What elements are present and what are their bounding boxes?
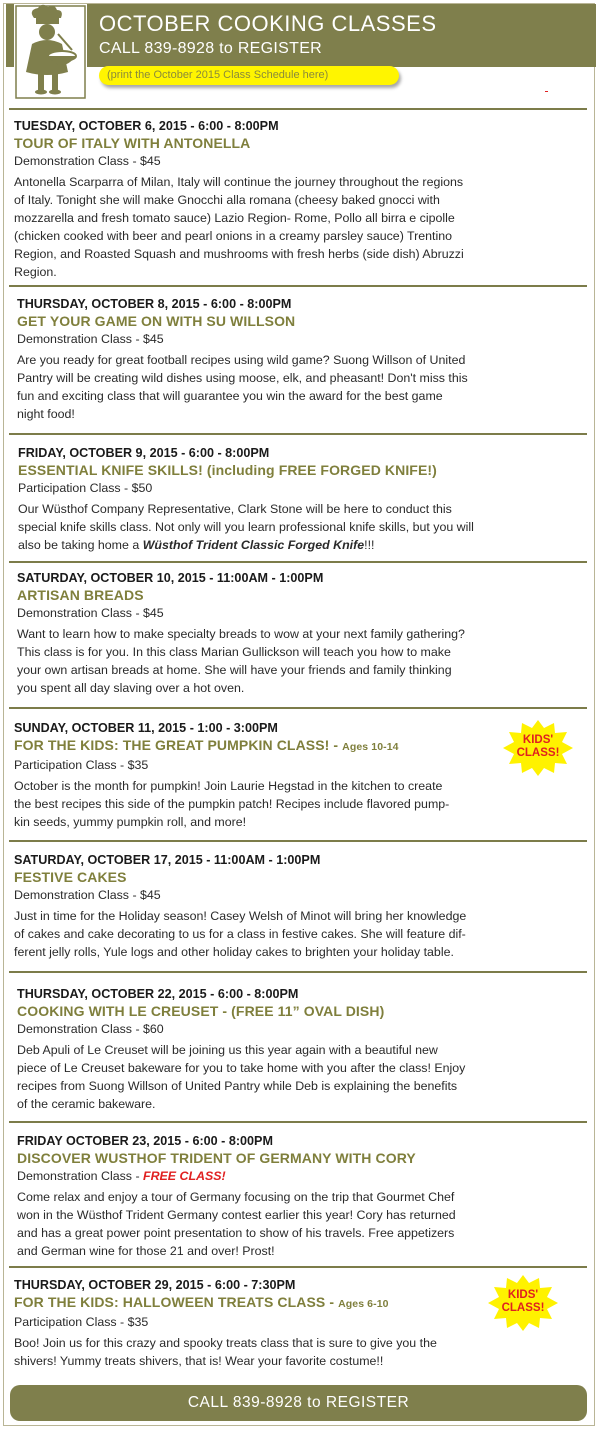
class-entry-knife-skills bbox=[18, 444, 590, 554]
desc-line: Just in time for the Holiday season! Casey Welsh of Minot will bring her knowledge bbox=[14, 909, 467, 923]
class-date: FRIDAY, OCTOBER 9, 2015 - 6:00 - 8:00PM bbox=[18, 446, 270, 460]
divider bbox=[9, 840, 587, 842]
divider bbox=[9, 561, 587, 563]
desc-line bbox=[18, 536, 590, 554]
desc-line: Region. bbox=[14, 265, 57, 279]
class-description bbox=[17, 625, 589, 697]
class-entry-artisan-breads bbox=[17, 569, 589, 697]
desc-line: Come relax and enjoy a tour of Germany focusing on the trip that Gourmet Chef bbox=[17, 1190, 455, 1204]
page-subtitle: CALL 839-8928 to REGISTER bbox=[99, 40, 323, 57]
register-button[interactable]: CALL 839-8928 to REGISTER bbox=[10, 1385, 587, 1421]
class-type: Demonstration Class - $45 bbox=[14, 888, 161, 902]
desc-text: !!! bbox=[364, 538, 375, 552]
class-title: ARTISAN BREADS bbox=[17, 587, 144, 603]
badge-text bbox=[485, 1289, 561, 1315]
class-description bbox=[17, 351, 589, 423]
desc-line: of the ceramic bakeware. bbox=[17, 1097, 156, 1111]
chef-logo bbox=[14, 4, 87, 100]
class-title: GET YOUR GAME ON WITH SU WILLSON bbox=[17, 313, 296, 329]
desc-line: the best recipes this side of the pumpkin patch! Recipes include flavored pump- bbox=[14, 797, 450, 811]
knife-name: Wüsthof Trident Classic Forged Knife bbox=[142, 538, 365, 552]
desc-line: Our Wüsthof Company Representative, Clark Stone will be here to conduct this bbox=[18, 502, 452, 516]
class-ages: Ages 10-14 bbox=[342, 741, 399, 753]
desc-line: shivers! Yummy treats shivers, that is! Wear your favorite costume!! bbox=[14, 1354, 384, 1368]
desc-text: also be taking home a bbox=[18, 538, 143, 552]
badge-line: KIDS' bbox=[507, 1289, 539, 1301]
desc-line: Deb Apuli of Le Creuset will be joining us this year again with a beautiful new bbox=[17, 1043, 438, 1057]
divider bbox=[9, 1266, 587, 1268]
class-type: Demonstration Class - $45 bbox=[14, 154, 161, 168]
desc-line: and German wine for those 21 and over! Prost! bbox=[17, 1244, 275, 1258]
class-entry-festive-cakes bbox=[14, 851, 588, 961]
class-title: TOUR OF ITALY WITH ANTONELLA bbox=[14, 135, 251, 151]
class-date: SUNDAY, OCTOBER 11, 2015 - 1:00 - 3:00PM bbox=[14, 721, 278, 735]
desc-line: (chicken cooked with beer and pearl onions in a creamy parsley sauce) Trentino bbox=[14, 229, 453, 243]
desc-line: mozzarella and fresh tomato sauce) Lazio Region- Rome, Pollo all birra e cipolle bbox=[14, 211, 455, 225]
desc-line: Are you ready for great football recipes using wild game? Suong Willson of United bbox=[17, 353, 466, 367]
class-date: THURSDAY, OCTOBER 8, 2015 - 6:00 - 8:00PM bbox=[17, 297, 292, 311]
kids-class-badge bbox=[500, 718, 576, 778]
page-title: OCTOBER COOKING CLASSES bbox=[99, 11, 437, 36]
class-ages: Ages 6-10 bbox=[338, 1298, 389, 1310]
class-entry-wusthof-germany bbox=[17, 1132, 589, 1260]
class-description bbox=[14, 173, 588, 281]
badge-line: CLASS! bbox=[501, 1302, 545, 1314]
desc-line: won in the Wüsthof Trident Germany contest earlier this year! Cory has returned bbox=[17, 1208, 456, 1222]
badge-text bbox=[500, 734, 576, 760]
divider bbox=[9, 108, 587, 110]
desc-line: ferent jelly rolls, Yule logs and other holiday cakes to brighten your holiday table. bbox=[14, 945, 454, 959]
class-title-text: FOR THE KIDS: HALLOWEEN TREATS CLASS - bbox=[14, 1294, 339, 1310]
desc-line: recipes from Suong Willson of United Pantry while Deb is explaining the benefits bbox=[17, 1079, 458, 1093]
badge-line: CLASS! bbox=[516, 747, 560, 759]
desc-line: fun and exciting class that will guarantee you win the award for the best game bbox=[17, 389, 443, 403]
desc-line: special knife skills class. Not only will you learn professional knife skills, but you will bbox=[18, 520, 474, 534]
class-type: Participation Class - $35 bbox=[14, 758, 149, 772]
class-description bbox=[17, 1041, 589, 1113]
print-schedule-link[interactable]: (print the October 2015 Class Schedule here) bbox=[99, 66, 399, 85]
desc-line: piece of Le Creuset bakeware for you to take home with you after the class! Enjoy bbox=[17, 1061, 466, 1075]
class-date: TUESDAY, OCTOBER 6, 2015 - 6:00 - 8:00PM bbox=[14, 119, 279, 133]
divider bbox=[9, 707, 587, 709]
class-type: Participation Class - $35 bbox=[14, 1315, 149, 1329]
class-title-text: FOR THE KIDS: THE GREAT PUMPKIN CLASS! - bbox=[14, 737, 343, 753]
badge-line: KIDS' bbox=[522, 734, 554, 746]
desc-line: night food! bbox=[17, 407, 75, 421]
desc-line: Pantry will be creating wild dishes using moose, elk, and pheasant! Don't miss this bbox=[17, 371, 468, 385]
class-entry-tour-of-italy bbox=[14, 117, 588, 281]
desc-line: Boo! Join us for this crazy and spooky treats class that is sure to give you the bbox=[14, 1336, 437, 1350]
desc-line: Want to learn how to make specialty breads to wow at your next family gathering? bbox=[17, 627, 465, 641]
class-date: SATURDAY, OCTOBER 10, 2015 - 11:00AM - 1:00PM bbox=[17, 571, 324, 585]
desc-line: you spent all day slaving over a hot oven. bbox=[17, 681, 245, 695]
desc-line: of cakes and cake decorating to us for a class in festive cakes. She will feature dif- bbox=[14, 927, 466, 941]
divider bbox=[9, 433, 587, 435]
class-description bbox=[14, 777, 588, 831]
class-entry-game-on bbox=[17, 295, 589, 423]
divider bbox=[9, 971, 587, 973]
class-type: Demonstration Class - $45 bbox=[17, 606, 164, 620]
free-class-label: FREE CLASS! bbox=[143, 1169, 226, 1183]
desc-line: October is the month for pumpkin! Join Laurie Hegstad in the kitchen to create bbox=[14, 779, 443, 793]
kids-class-badge bbox=[485, 1273, 561, 1333]
class-description bbox=[17, 1188, 589, 1260]
red-dash-mark bbox=[545, 91, 548, 92]
desc-line: kin seeds, yummy pumpkin roll, and more! bbox=[14, 815, 247, 829]
class-description bbox=[14, 1334, 588, 1370]
desc-line: and has a great power point presentation to show of his travels. Free appetizers bbox=[17, 1226, 455, 1240]
desc-line: of Italy. Tonight she will make Gnocchi alla romana (cheesy baked gnocci with bbox=[14, 193, 440, 207]
desc-line: Antonella Scarparra of Milan, Italy will continue the journey throughout the regions bbox=[14, 175, 464, 189]
class-entry-le-creuset bbox=[17, 985, 589, 1113]
class-title: ESSENTIAL KNIFE SKILLS! (including FREE FORGED KNIFE!) bbox=[18, 462, 437, 478]
desc-line: This class is for you. In this class Marian Gullickson will teach you how to make bbox=[17, 645, 451, 659]
class-type: Demonstration Class - $60 bbox=[17, 1022, 164, 1036]
class-description bbox=[18, 500, 590, 554]
chef-icon bbox=[14, 4, 87, 100]
class-title: COOKING WITH LE CREUSET - (FREE 11” OVAL DISH) bbox=[17, 1003, 385, 1019]
class-type: Demonstration Class - $45 bbox=[17, 332, 164, 346]
class-type: Participation Class - $50 bbox=[18, 481, 153, 495]
class-title: DISCOVER WUSTHOF TRIDENT OF GERMANY WITH CORY bbox=[17, 1150, 416, 1166]
class-date: THURSDAY, OCTOBER 29, 2015 - 6:00 - 7:30PM bbox=[14, 1278, 296, 1292]
class-date: SATURDAY, OCTOBER 17, 2015 - 11:00AM - 1:00PM bbox=[14, 853, 321, 867]
divider bbox=[9, 285, 587, 287]
class-date: THURSDAY, OCTOBER 22, 2015 - 6:00 - 8:00PM bbox=[17, 987, 299, 1001]
desc-line: Region, and Roasted Squash and mushrooms with fresh herbs (side dish) Abruzzi bbox=[14, 247, 464, 261]
divider bbox=[9, 1121, 587, 1123]
class-type-text: Demonstration Class - bbox=[17, 1169, 144, 1183]
class-date: FRIDAY OCTOBER 23, 2015 - 6:00 - 8:00PM bbox=[17, 1134, 273, 1148]
desc-line: your own artisan breads at home. She will have your friends and family thinking bbox=[17, 663, 452, 677]
class-type bbox=[17, 1167, 589, 1185]
class-description bbox=[14, 907, 588, 961]
class-title: FESTIVE CAKES bbox=[14, 869, 127, 885]
